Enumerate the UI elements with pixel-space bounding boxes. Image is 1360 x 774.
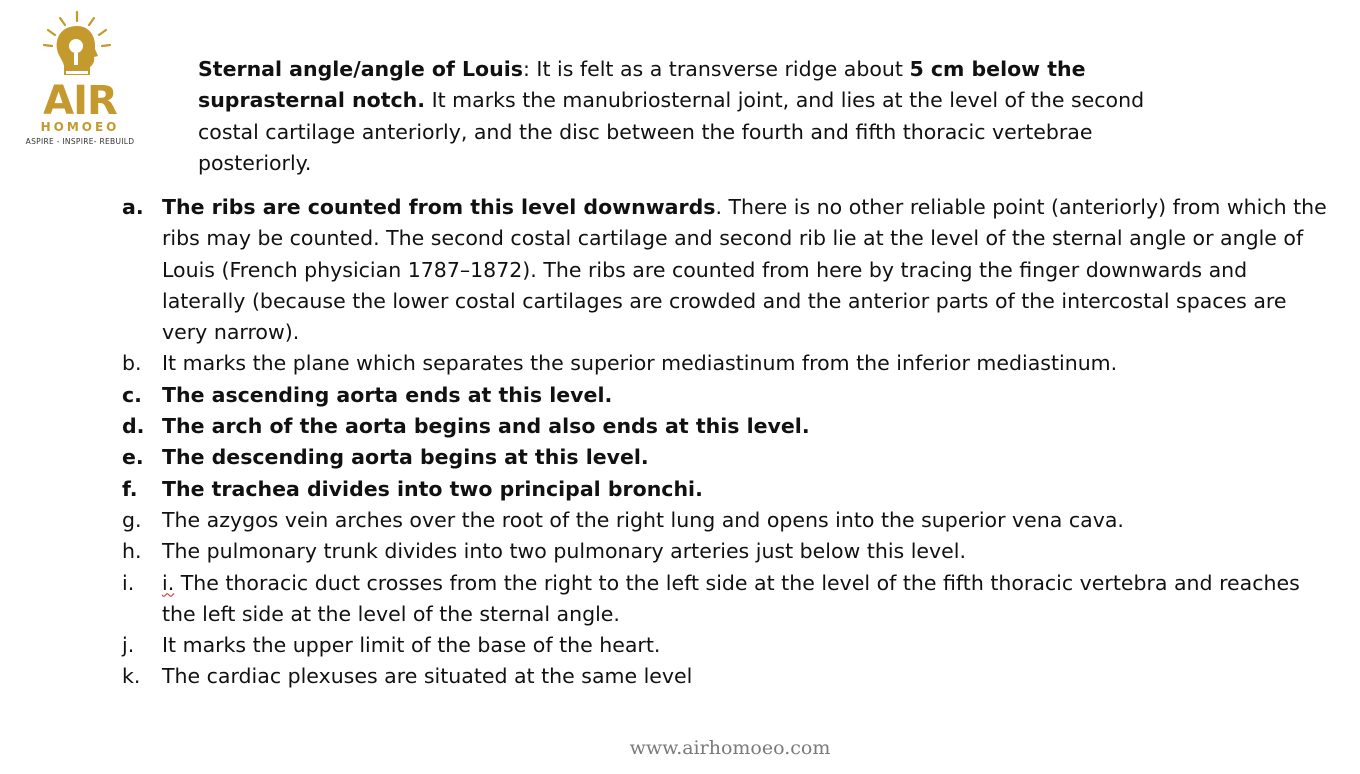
list-item — [122, 661, 1337, 692]
list-marker: b. — [122, 351, 142, 376]
intro-paragraph — [198, 54, 1158, 179]
list-marker: g. — [122, 507, 142, 532]
brand-logo — [22, 10, 138, 146]
list-item — [122, 568, 1337, 631]
lightbulb-head-icon — [22, 10, 138, 82]
sternal-angle-points — [122, 192, 1337, 693]
list-item — [122, 536, 1337, 567]
list-marker: h. — [122, 539, 142, 564]
list-item-text: The cardiac plexuses are situated at the same level — [162, 664, 693, 689]
list-marker: e. — [122, 445, 144, 470]
intro-bold-phrase: 5 cm below the suprasternal notch. — [198, 57, 1086, 113]
list-item-bold: The ascending aorta ends at this level. — [162, 382, 613, 407]
list-marker: f. — [122, 476, 138, 501]
list-item — [122, 630, 1337, 661]
intro-text-1: : It is felt as a transverse ridge about — [522, 57, 910, 81]
list-item-text: It marks the plane which separates the superior mediastinum from the inferior mediastinum. — [162, 351, 1118, 376]
list-item-bold: The arch of the aorta begins and also ends at this level. — [162, 414, 810, 439]
list-marker: d. — [122, 414, 145, 439]
logo-tagline: ASPIRE - INSPIRE- REBUILD — [25, 137, 135, 146]
list-item — [122, 442, 1337, 473]
list-item-bold: The ribs are counted from this level downwards — [162, 195, 716, 219]
list-marker: a. — [122, 195, 144, 219]
list-item-bold: The trachea divides into two principal bronchi. — [162, 476, 703, 501]
intro-text-2: It marks the manubriosternal joint, and lies at the level of the second costal cartilage anteriorly, and the disc between the fourth and fifth thoracic vertebrae posteriorly. — [198, 88, 1145, 175]
list-marker: i. — [122, 570, 135, 595]
list-item — [122, 474, 1337, 505]
list-item-text: The pulmonary trunk divides into two pulmonary arteries just below this level. — [162, 539, 967, 564]
intro-term: Sternal angle/angle of Louis — [198, 57, 523, 81]
spellcheck-flagged-text: i. — [162, 570, 175, 595]
list-item — [122, 380, 1337, 411]
list-item — [122, 411, 1337, 442]
list-item — [122, 505, 1337, 536]
list-marker: k. — [122, 664, 141, 689]
logo-sub-text: HOMOEO — [40, 120, 120, 134]
list-item-text: The azygos vein arches over the root of the right lung and opens into the superior vena cava. — [162, 507, 1124, 532]
list-item-text: . There is no other reliable point (anteriorly) from which the ribs may be counted. The second costal cartilage and second rib lie at the level of the sternal angle or angle of Louis (French physician 1787–1872). The ribs are counted from here by tracing the finger downwards and laterally (because the lower costal cartilages are crowded and the anterior parts of the intercostal spaces are very narrow). — [162, 195, 1327, 345]
list-marker: c. — [122, 382, 142, 407]
list-item — [122, 192, 1337, 348]
list-item-text: The thoracic duct crosses from the right to the left side at the level of the fifth thoracic vertebra and reaches the left side at the level of the sternal angle. — [162, 570, 1300, 626]
logo-brand-text: AIR — [43, 78, 117, 124]
website-footer: www.airhomoeo.com — [629, 737, 831, 759]
list-item-text: It marks the upper limit of the base of the heart. — [162, 633, 661, 658]
list-item-bold: The descending aorta begins at this level. — [162, 445, 649, 470]
list-marker: j. — [122, 633, 135, 658]
list-item — [122, 348, 1337, 379]
